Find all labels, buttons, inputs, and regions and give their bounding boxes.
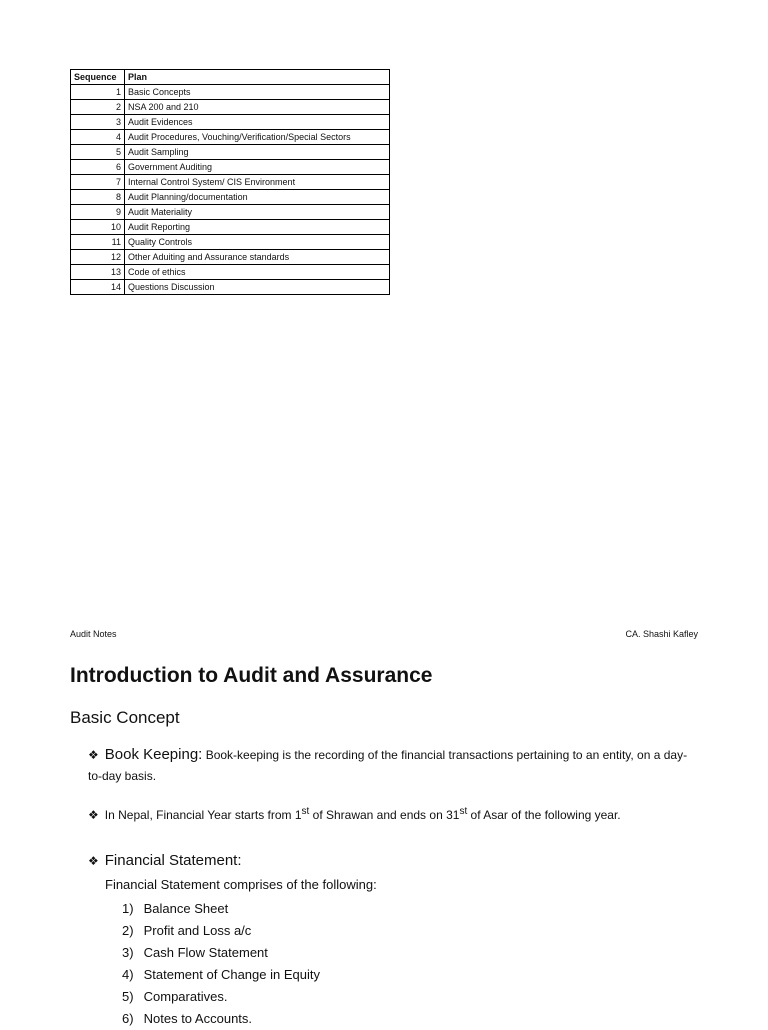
plan-cell: Audit Materiality [125,205,390,220]
sequence-cell: 4 [71,130,125,145]
plan-cell: Other Aduiting and Assurance standards [125,250,390,265]
diamond-bullet-icon: ❖ [88,808,99,822]
plan-cell: Questions Discussion [125,280,390,295]
sequence-cell: 3 [71,115,125,130]
sequence-cell: 10 [71,220,125,235]
list-text: Balance Sheet [143,901,229,916]
table-header-row [71,70,390,85]
table-row [71,115,390,130]
table-row [71,280,390,295]
sequence-cell: 6 [71,160,125,175]
plan-cell: Audit Sampling [125,145,390,160]
plan-cell: Code of ethics [125,265,390,280]
list-text: Profit and Loss a/c [143,923,252,938]
list-text: Notes to Accounts. [143,1011,253,1026]
table-row [71,145,390,160]
column-header-plan: Plan [125,70,390,85]
list-item [122,986,320,1008]
column-header-sequence: Sequence [71,70,125,85]
book-keeping-label: Book Keeping: [104,746,203,763]
plan-cell: Internal Control System/ CIS Environment [125,175,390,190]
book-keeping-text: Book-keeping is the recording of the financial transactions pertaining to an entity, on a day-to-day basis. [88,748,688,783]
table-row [71,250,390,265]
table-row [71,175,390,190]
list-item [122,898,320,920]
bullet-book-keeping [88,744,698,787]
list-text: Cash Flow Statement [143,945,268,960]
diamond-bullet-icon: ❖ [88,854,99,868]
financial-statement-list [122,898,320,1030]
financial-statement-label: Financial Statement: [104,852,242,869]
sequence-cell: 12 [71,250,125,265]
bullet-financial-statement [88,852,242,869]
table-row [71,190,390,205]
plan-cell: NSA 200 and 210 [125,100,390,115]
sequence-cell: 5 [71,145,125,160]
table-row [71,265,390,280]
plan-cell: Quality Controls [125,235,390,250]
list-text: Statement of Change in Equity [143,967,320,982]
list-item [122,964,320,986]
list-number: 2) [122,923,134,938]
plan-cell: Audit Planning/documentation [125,190,390,205]
diamond-bullet-icon: ❖ [88,748,99,762]
bullet-financial-year [88,806,621,822]
page-title: Introduction to Audit and Assurance [70,664,433,687]
running-header-left: Audit Notes [70,629,117,639]
section-heading: Basic Concept [70,708,180,727]
list-item [122,920,320,942]
list-number: 5) [122,989,134,1004]
plan-cell: Government Auditing [125,160,390,175]
list-item [122,1008,320,1030]
sequence-cell: 11 [71,235,125,250]
list-text: Comparatives. [143,989,228,1004]
table-row [71,205,390,220]
fy-sup-2: st [459,806,468,817]
plan-cell: Basic Concepts [125,85,390,100]
table-row [71,235,390,250]
list-number: 1) [122,901,134,916]
plan-cell: Audit Evidences [125,115,390,130]
sequence-cell: 2 [71,100,125,115]
table-row [71,85,390,100]
sequence-cell: 9 [71,205,125,220]
table-row [71,220,390,235]
fy-text-1: In Nepal, Financial Year starts from 1 [104,808,302,822]
sequence-cell: 8 [71,190,125,205]
table-row [71,100,390,115]
plan-cell: Audit Reporting [125,220,390,235]
sequence-cell: 13 [71,265,125,280]
list-number: 3) [122,945,134,960]
table-row [71,130,390,145]
running-header-right: CA. Shashi Kafley [625,629,698,639]
sequence-cell: 14 [71,280,125,295]
list-number: 6) [122,1011,134,1026]
fy-sup-1: st [301,806,310,817]
list-number: 4) [122,967,134,982]
sequence-cell: 1 [71,85,125,100]
fy-text-3: of Asar of the following year. [467,808,621,822]
plan-cell: Audit Procedures, Vouching/Verification/Special Sectors [125,130,390,145]
list-item [122,942,320,964]
financial-statement-intro: Financial Statement comprises of the following: [105,877,377,892]
plan-table [70,69,390,295]
sequence-cell: 7 [71,175,125,190]
fy-text-2: of Shrawan and ends on 31 [309,808,460,822]
table-row [71,160,390,175]
